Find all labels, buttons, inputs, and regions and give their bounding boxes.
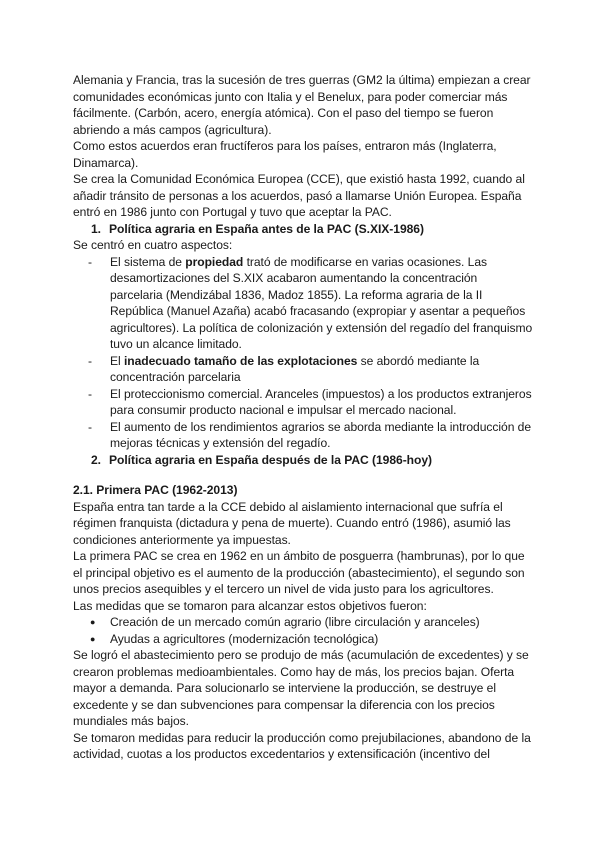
item-text: Creación de un mercado común agrario (libre circulación y aranceles)	[110, 615, 480, 629]
dash-marker: -	[88, 353, 92, 368]
list-item	[73, 631, 533, 648]
dash-marker: -	[88, 419, 92, 434]
item-text: El	[110, 353, 124, 368]
section-2-number: 2.	[91, 452, 101, 467]
subsection-heading: 2.1. Primera PAC (1962-2013)	[73, 483, 238, 497]
aspects-list	[73, 254, 533, 452]
subsection-paragraph-3: Las medidas que se tomaron para alcanzar estos objetivos fueron:	[73, 598, 427, 613]
item-bold-text: propiedad	[185, 254, 244, 269]
bullet-marker: ●	[90, 633, 96, 644]
item-bold-text: inadecuado tamaño de las explotaciones	[123, 353, 358, 368]
item-text: El sistema de	[110, 254, 186, 269]
section-1-heading	[73, 221, 533, 238]
intro-paragraph-3: Se crea la Comunidad Económica Europea (CCE), que existió hasta 1992, cuando al añadir tránsito de personas a los acuerdos, pasó a llamarse Unión Europea. España entró en 1986 junto con Portugal y tuvo que aceptar la PAC.	[73, 172, 525, 219]
bullet-marker: ●	[90, 617, 96, 627]
intro-paragraph-2: Como estos acuerdos eran fructíferos para los países, entraron más (Inglaterra, Dinamarca).	[73, 139, 497, 170]
dash-marker: -	[88, 386, 92, 401]
subsection-paragraph-5: Se tomaron medidas para reducir la producción como prejubilaciones, abandono de la actividad, cuotas a los productos excedentarios y extensificación (incentivo del	[73, 730, 531, 761]
item-text: El proteccionismo comercial. Aranceles (impuestos) a los productos extranjeros para consumir producto nacional e impulsar el mercado nacional.	[110, 386, 532, 417]
measures-list	[73, 614, 533, 647]
item-text: trató de modificarse en varias ocasiones. Las desamortizaciones del S.XIX acabaron aumentando la concentración parcelaria (Mendizábal 1836, Madoz 1855). La reforma agraria de la II República (Manuel Azaña) acabó fracasando (expropiar y asentar a pequeños agricultores). La política de colonización y extensión del regadío del franquismo tuvo un alcance limitado.	[110, 254, 533, 351]
section-1-number: 1.	[91, 221, 101, 236]
intro-paragraph-1: Alemania y Francia, tras la sucesión de tres guerras (GM2 la última) empiezan a crear comunidades económicas junto con Italia y el Benelux, para poder comerciar más fácilmente. (Carbón, acero, energía atómica). Con el paso del tiempo se fueron abriendo a más campos (agricultura).	[73, 73, 531, 137]
section-1-lead: Se centró en cuatro aspectos:	[73, 238, 233, 252]
section-2-title: Política agraria en España después de la PAC (1986-hoy)	[109, 452, 433, 467]
section-2-heading	[73, 452, 533, 469]
list-item	[73, 353, 533, 386]
subsection-paragraph-4: Se logró el abastecimiento pero se produjo de más (acumulación de excedentes) y se crearon problemas medioambientales. Como hay de más, los precios bajan. Oferta mayor a demanda. Para solucionarlo se interviene la producción, se destruye el excedente y se dan subvenciones para compensar la diferencia con los precios mundiales más bajos.	[73, 648, 529, 728]
subsection-paragraph-2: La primera PAC se crea en 1962 en un ámbito de posguerra (hambrunas), por lo que el principal objetivo es el aumento de la producción (abastecimiento), el segundo son unos precios asequibles y el tercero un nivel de vida justo para los agricultores.	[73, 549, 525, 596]
document-page	[73, 72, 533, 763]
list-item	[73, 254, 533, 353]
item-text: se abordó mediante la concentración parcelaria	[110, 353, 480, 384]
list-item	[73, 614, 533, 631]
item-text: El aumento de los rendimientos agrarios se aborda mediante la introducción de mejoras técnicas y extensión del regadío.	[110, 419, 532, 450]
dash-marker: -	[88, 254, 92, 269]
item-text: Ayudas a agricultores (modernización tecnológica)	[110, 631, 379, 646]
subsection-paragraph-1: España entra tan tarde a la CCE debido al aislamiento internacional que sufría el régimen franquista (dictadura y pena de muerte). Cuando entró (1986), asumió las condiciones anteriormente ya impuestas.	[73, 499, 511, 547]
list-item	[73, 419, 533, 452]
section-1-title: Política agraria en España antes de la PAC (S.XIX-1986)	[109, 221, 424, 236]
list-item	[73, 386, 533, 419]
